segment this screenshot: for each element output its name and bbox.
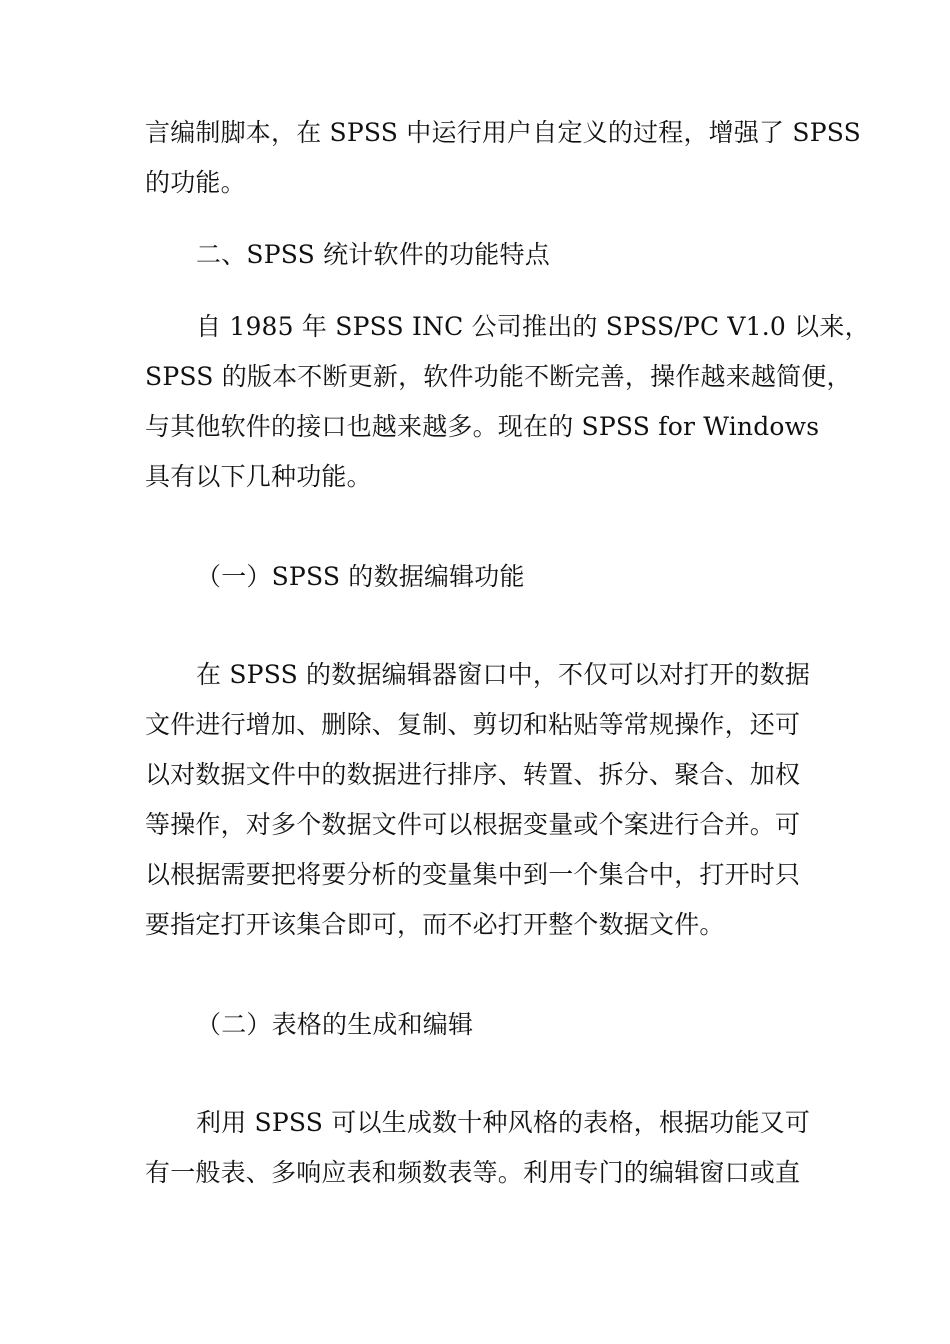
text-line: 文件进行增加、删除、复制、剪切和粘贴等常规操作，还可 <box>145 710 801 739</box>
text-line: 要指定打开该集合即可，而不必打开整个数据文件。 <box>145 910 725 939</box>
section-heading: 二、SPSS 统计软件的功能特点 <box>196 240 550 269</box>
text-line: 在 SPSS 的数据编辑器窗口中，不仅可以对打开的数据 <box>196 660 811 689</box>
text-line: 的功能。 <box>145 168 246 197</box>
text-line: 言编制脚本，在 SPSS 中运行用户自定义的过程，增强了 SPSS <box>145 118 861 147</box>
text-line: 以对数据文件中的数据进行排序、转置、拆分、聚合、加权 <box>145 760 801 789</box>
text-line: 与其他软件的接口也越来越多。现在的 SPSS for Windows <box>145 412 820 441</box>
text-line: SPSS 的版本不断更新，软件功能不断完善，操作越来越简便， <box>145 362 852 391</box>
subsection-heading: （一）SPSS 的数据编辑功能 <box>196 562 525 591</box>
text-line: 自 1985 年 SPSS INC 公司推出的 SPSS/PC V1.0 以来， <box>196 312 870 341</box>
text-line: 具有以下几种功能。 <box>145 462 372 491</box>
text-line: 有一般表、多响应表和频数表等。利用专门的编辑窗口或直 <box>145 1158 801 1187</box>
text-line: 等操作，对多个数据文件可以根据变量或个案进行合并。可 <box>145 810 801 839</box>
text-line: 以根据需要把将要分析的变量集中到一个集合中，打开时只 <box>145 860 801 889</box>
subsection-heading: （二）表格的生成和编辑 <box>196 1010 474 1039</box>
text-line: 利用 SPSS 可以生成数十种风格的表格，根据功能又可 <box>196 1108 811 1137</box>
